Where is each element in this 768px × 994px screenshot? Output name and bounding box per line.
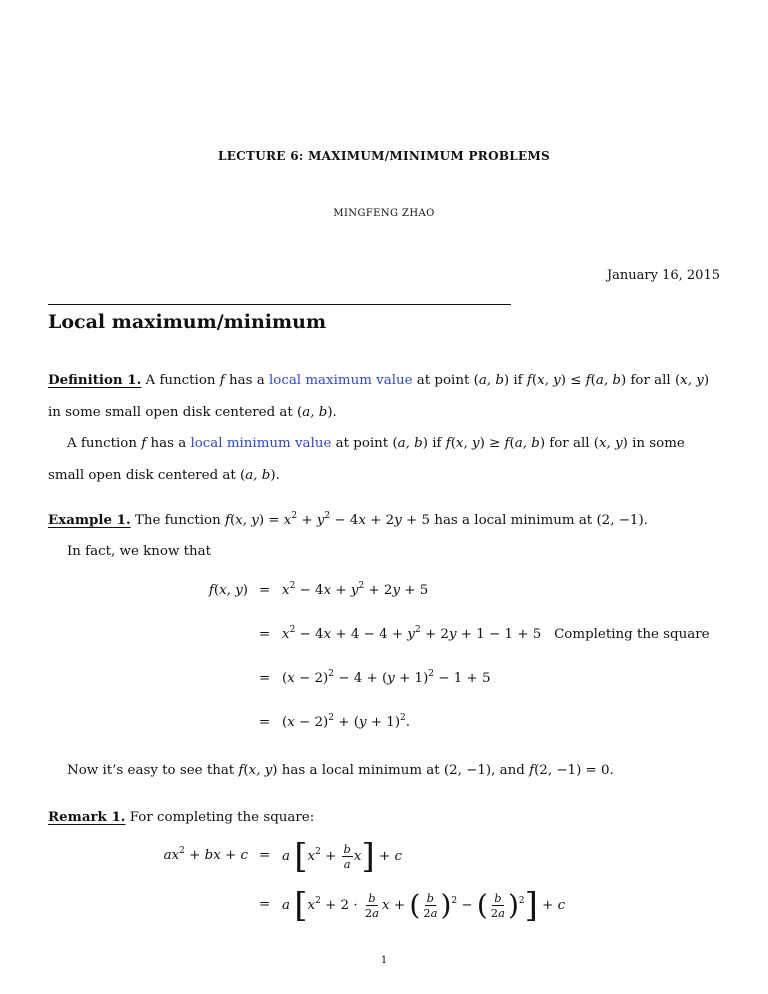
completing-square-note: Completing the square <box>554 627 710 642</box>
section-rule <box>48 304 511 305</box>
local-maximum-value-term: local maximum value <box>268 373 413 388</box>
example-label: Example 1. <box>48 512 131 528</box>
lecture-date: January 16, 2015 <box>606 268 720 283</box>
local-minimum-value-term: local minimum value <box>190 436 332 451</box>
example-intro: In fact, we know that <box>67 544 212 559</box>
lecture-title: LECTURE 6: MAXIMUM/MINIMUM PROBLEMS <box>217 149 551 163</box>
definition-label: Definition 1. <box>48 372 142 388</box>
remark-paragraph: Remark 1. For completing the square: <box>48 809 315 825</box>
section-title: Local maximum/minimum <box>48 311 327 333</box>
author-name: MINGFENG ZHAO <box>333 208 435 219</box>
remark-label: Remark 1. <box>48 809 126 825</box>
definition-paragraph-min: A function f has a local minimum value at point (a, b) if f(x, y) ≥ f(a, b) for all (x, y) in some small open disk centered at (a, b). <box>48 436 685 483</box>
document-page: LECTURE 6: MAXIMUM/MINIMUM PROBLEMS MINGFENG ZHAO January 16, 2015 Local maximum/minimum Definition 1. A function f has a local maximum value at point (a, b) if f(x, y) ≤ f(a, b) for all (x, y) in some small open disk centered at (a, b). A function f has a local minimum value at point (a, b) if f(x, y) ≥ f(a, b) for all (x, y) in some small open disk centered at (a, b). Example 1. The function f(x, $y) = x^2 + y^2 - 4x + 2y + 5$ has a local minimum at (2, −1). In fact, we know that f(x, y) = $x^2 - 4x + y^2 + 2y + 5$ = $x^2 - 4x + 4 - 4 + y^2 + 2y + 1 - 1 + 5$ Completing the square = $(x - 2)^2 - 4 + (y + 1)^2 - 1 + 5$ = $(x - 2)^2 + (y + 1)^2$. Now it’s easy to see that f(x, y) has a local minimum at (2, −1), and f(2, −1) = 0. Remark 1. For completing the square: $ax^2$ + bx + c = a [$x^2$ + $\frac{b}{a}$ x] + c = a [$x^2 + 2$ · $\frac{b}{2a}$ x + ( $\frac{b}{2a}$ )$^2$ − ( $\frac{b}{2a}$ )$^2$] + c 1 <box>0 0 768 994</box>
example-conclusion: Now it’s easy to see that f(x, y) has a local minimum at (2, −1), and f(2, −1) = 0. <box>67 763 614 778</box>
example-paragraph: Example 1. The function f(x, $y) = x^2 + y^2 - 4x + 2y + 5$ has a local minimum at (2, −1). <box>48 511 648 528</box>
definition-paragraph-max: Definition 1. A function f has a local maximum value at point (a, b) if f(x, y) ≤ f(a, b) for all (x, y) in some small open disk centered at (a, b). <box>48 372 710 420</box>
page-number: 1 <box>380 955 388 966</box>
